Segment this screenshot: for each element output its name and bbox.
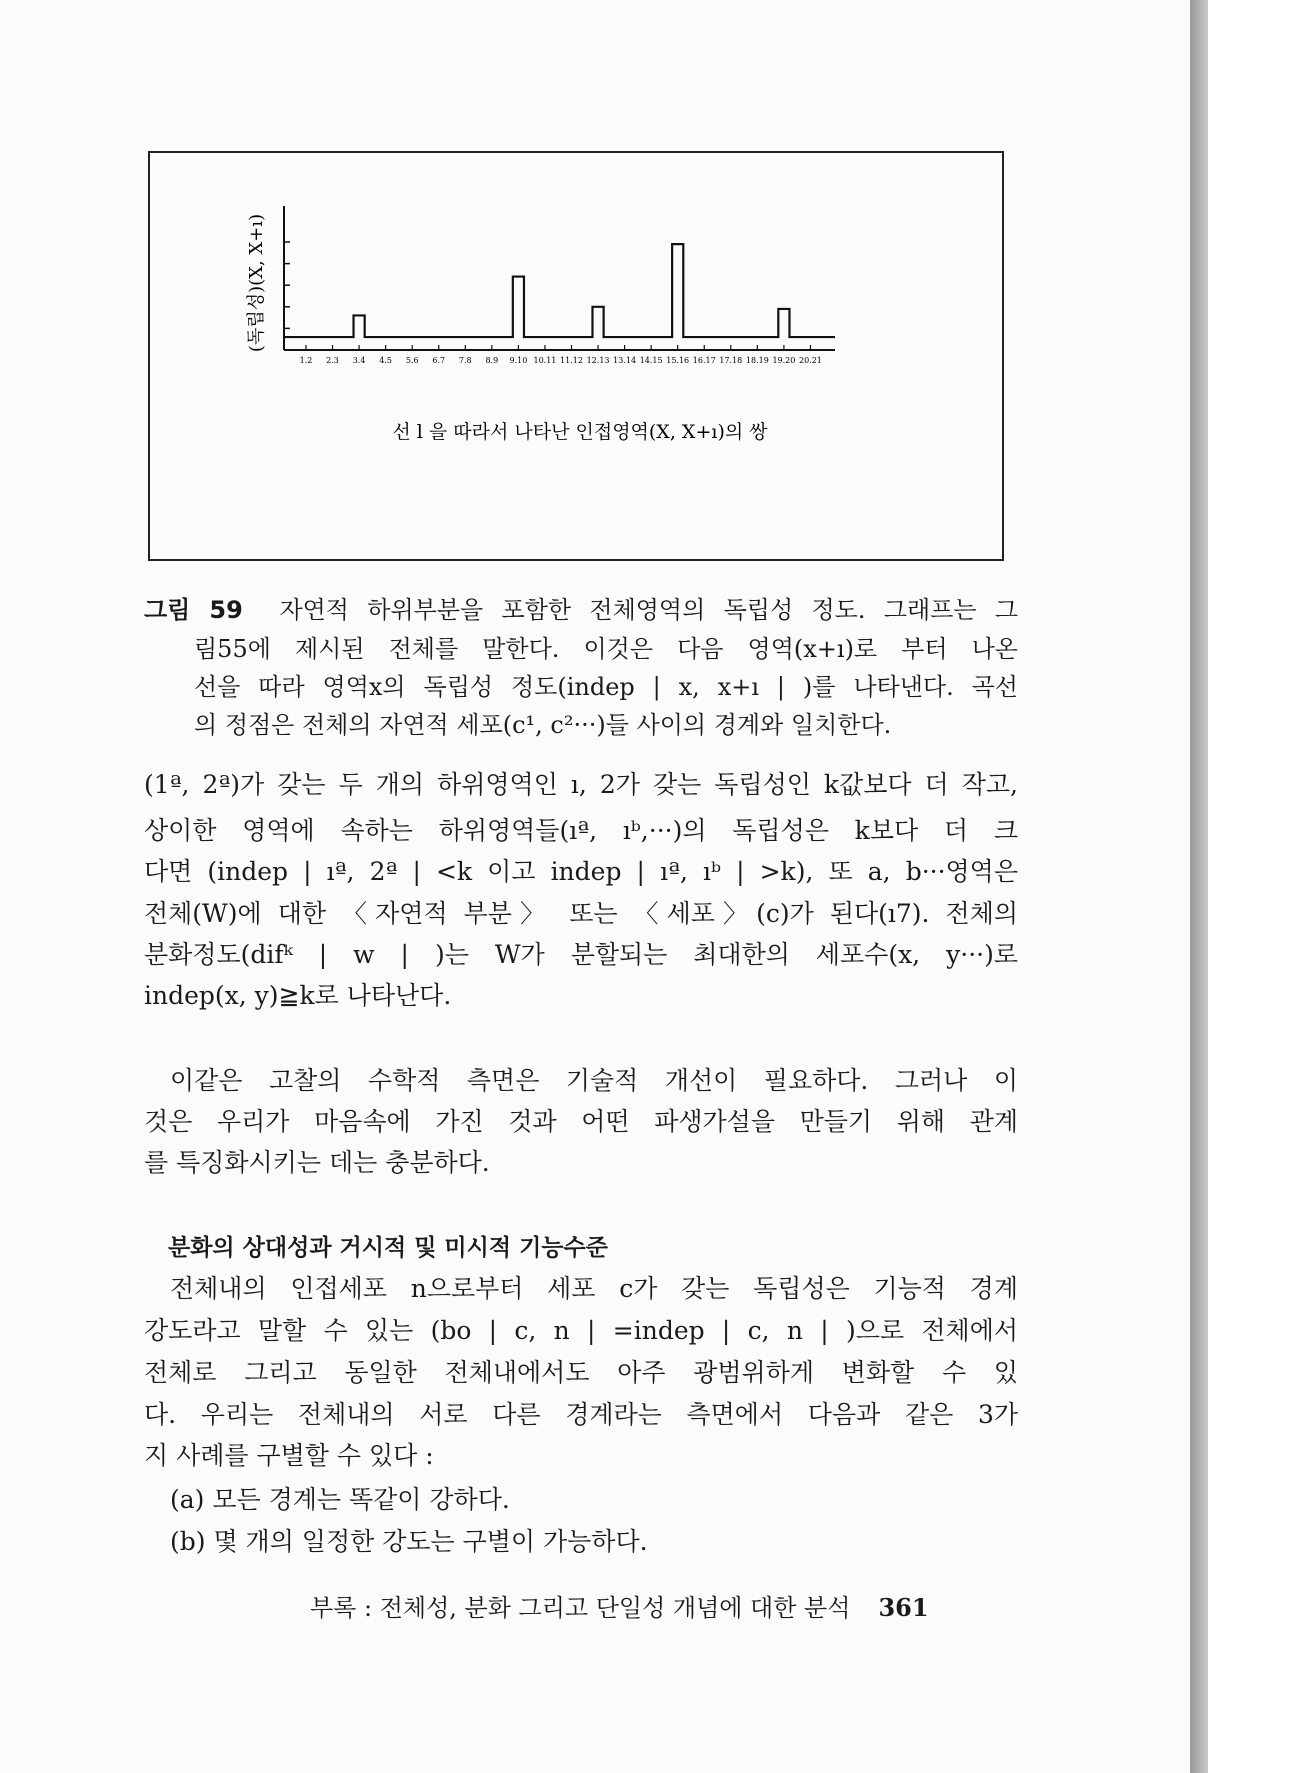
body-line: 분화정도(difᵏ | w | )는 W가 분할되는 최대한의 세포수(x, y···)로 bbox=[144, 940, 1018, 969]
caption-line bbox=[144, 595, 1018, 625]
x-tick-label: 18.19 bbox=[745, 356, 769, 365]
x-tick-label: 2.3 bbox=[326, 356, 339, 365]
x-tick-label: 4.5 bbox=[379, 356, 393, 365]
body-line: 전체로 그리고 동일한 전체내에서도 아주 광범위하게 변화할 수 있 bbox=[144, 1358, 1018, 1387]
x-tick-label: 14.15 bbox=[639, 356, 663, 365]
body-line: 상이한 영역에 속하는 하위영역들(ıª, ıᵇ,···)의 독립성은 k보다 더 크 bbox=[144, 816, 1018, 845]
page-edge bbox=[1190, 0, 1208, 1773]
x-tick-label: 20.21 bbox=[798, 356, 822, 365]
caption-line: 의 정점은 전체의 자연적 세포(c¹, c²···)들 사이의 경계와 일치한다. bbox=[194, 711, 892, 739]
chart-y-label bbox=[246, 214, 267, 352]
caption-text: 자연적 하위부분을 포함한 전체영역의 독립성 정도. 그래프는 그 bbox=[279, 596, 1018, 624]
x-tick-label: 11.12 bbox=[560, 356, 583, 365]
peak bbox=[354, 315, 365, 337]
peak bbox=[513, 277, 524, 337]
peak bbox=[778, 309, 789, 337]
body-line: 를 특징화시키는 데는 충분하다. bbox=[144, 1148, 490, 1177]
figure-label: 그림 59 bbox=[144, 596, 243, 624]
body-line: (1ª, 2ª)가 갖는 두 개의 하위영역인 ı, 2가 갖는 독립성인 k값보다 더 작고, bbox=[144, 770, 1018, 799]
x-tick-label: 8.9 bbox=[485, 356, 499, 365]
x-tick-label: 10.11 bbox=[533, 356, 557, 365]
x-tick-label: 7.8 bbox=[458, 356, 472, 365]
body-line: 것은 우리가 마음속에 가진 것과 어떤 파생가설을 만들기 위해 관계 bbox=[144, 1107, 1018, 1136]
data-line bbox=[284, 244, 835, 337]
body-line: 이같은 고찰의 수학적 측면은 기술적 개선이 필요하다. 그러나 이 bbox=[170, 1066, 1018, 1095]
body-line: indep(x, y)≧k로 나타난다. bbox=[144, 981, 452, 1010]
chart-x-label: 선 l 을 따라서 나타난 인접영역(X, X+ı)의 쌍 bbox=[392, 421, 768, 443]
body-line: 지 사례를 구별할 수 있다 : bbox=[144, 1441, 434, 1470]
list-item: (b) 몇 개의 일정한 강도는 구별이 가능하다. bbox=[170, 1527, 648, 1556]
x-tick-label: 6.7 bbox=[432, 356, 446, 365]
caption-line: 림55에 제시된 전체를 말한다. 이것은 다음 영역(x+ı)로 부터 나온 bbox=[194, 635, 1018, 663]
page-footer bbox=[310, 1588, 929, 1623]
x-tick-label: 3.4 bbox=[352, 356, 366, 365]
list-item: (a) 모든 경계는 똑같이 강하다. bbox=[170, 1485, 510, 1514]
x-tick-label: 19.20 bbox=[772, 356, 796, 365]
x-tick-label: 17.18 bbox=[719, 356, 743, 365]
body-line: 다. 우리는 전체내의 서로 다른 경계라는 측면에서 다음과 같은 3가 bbox=[144, 1400, 1018, 1429]
peak bbox=[672, 244, 683, 337]
x-tick-label: 5.6 bbox=[405, 356, 419, 365]
figure-box bbox=[148, 151, 1004, 561]
x-tick-label: 1.2 bbox=[299, 356, 313, 365]
peak bbox=[592, 307, 603, 337]
x-tick-label: 13.14 bbox=[613, 356, 637, 365]
body-line: 강도라고 말할 수 있는 (bo | c, n | =indep | c, n | )으로 전체에서 bbox=[144, 1316, 1018, 1345]
section-heading: 분화의 상대성과 거시적 및 미시적 기능수준 bbox=[168, 1235, 608, 1261]
x-tick-label: 16.17 bbox=[692, 356, 716, 365]
x-tick-label: 12.13 bbox=[586, 356, 610, 365]
body-line: 다면 (indep | ıª, 2ª | <k 이고 indep | ıª, ıᵇ | >k), 또 a, b···영역은 bbox=[144, 857, 1018, 886]
body-line: 전체(W)에 대한 〈자연적 부분〉 또는 〈세포〉(c)가 된다(ı7). 전체의 bbox=[144, 899, 1018, 928]
caption-line: 선을 따라 영역x의 독립성 정도(indep | x, x+ı | )를 나타낸다. 곡선 bbox=[194, 673, 1018, 701]
page-number: 361 bbox=[878, 1593, 929, 1622]
running-title: 부록 : 전체성, 분화 그리고 단일성 개념에 대한 분석 bbox=[310, 1594, 851, 1622]
y-label-text: (독립성)(X, X+ı) bbox=[246, 213, 267, 353]
independence-chart bbox=[150, 153, 1002, 559]
x-tick-label: 9.10 bbox=[509, 356, 528, 365]
body-line: 전체내의 인접세포 n으로부터 세포 c가 갖는 독립성은 기능적 경계 bbox=[170, 1274, 1018, 1303]
x-tick-label: 15.16 bbox=[666, 356, 690, 365]
